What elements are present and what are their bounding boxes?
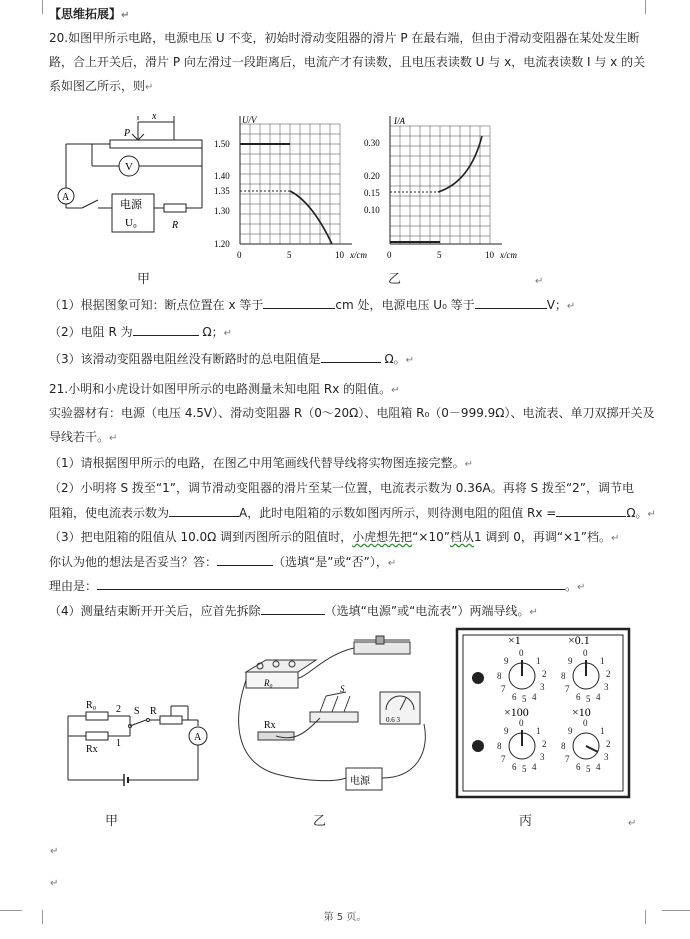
corner-mark (645, 0, 660, 14)
q21-part-3-line-2: 你认为他的想法是否妥当？答： （选填“是”或“否”），↵ (49, 555, 397, 569)
svg-text:1: 1 (536, 656, 541, 666)
physical-r0-label: R₀ (264, 678, 273, 688)
q20-part-3: （3）该滑动变阻器电阻丝没有断路时的总电阻值是 Ω。↵ (49, 352, 415, 366)
i-tick: 0.15 (364, 188, 380, 198)
q21-part-3-line-1: （3）把电阻箱的阻值从 10.0Ω 调到丙图所示的阻值时，小虎想先把“×10”档从1 调到 0，再调“×1”档。↵ (49, 530, 620, 544)
answer-blank-break-position[interactable] (263, 296, 335, 309)
u-tick: 1.30 (214, 206, 230, 216)
q20-stem-line-3: 系如图乙所示，则↵ (49, 79, 154, 93)
i-tick: 0.20 (364, 171, 380, 181)
q20-circuit-diagram (52, 108, 212, 238)
power-source-label: 电源 (350, 776, 370, 787)
return-mark: ↵ (50, 846, 59, 857)
r0-label: R₀ (86, 700, 97, 711)
q20-stem-line-1: 20.如图甲所示电路，电源电压 U 不变，初始时滑动变阻器的滑片 P 在最右端，但由于滑动变阻器在某处发生断 (49, 31, 640, 45)
svg-text:1: 1 (536, 726, 541, 736)
svg-text:5: 5 (586, 764, 591, 774)
ammeter-icon: A (194, 732, 202, 743)
svg-text:9: 9 (568, 726, 573, 736)
q21-part-2-line-1: （2）小明将 S 拨至“1”，调节滑动变阻器的滑片至某一位置，电流表示数为 0.36A。再将 S 拨至“2”，调节电 (49, 481, 635, 495)
x-tick: 5 (437, 250, 442, 260)
terminal-1: 1 (116, 738, 121, 749)
svg-text:0: 0 (583, 718, 588, 728)
q21-materials-1: 实验器材有：电源（电压 4.5V）、滑动变阻器 R（0～20Ω）、电阻箱 R₀（0－999.9Ω）、电流表、单刀双掷开关及 (49, 406, 655, 420)
svg-text:4: 4 (532, 692, 537, 702)
svg-text:3: 3 (540, 682, 545, 692)
dial-x100-label: ×100 (504, 705, 529, 719)
q20-stem-line-2: 路，合上开关后，滑片 P 向左滑过一段距离后，电流产才有读数，且电压表读数 U 与 x，电流表读数 I 与 x 的关 (49, 55, 646, 69)
x-tick: 0 (387, 250, 392, 260)
i-tick: 0.10 (364, 205, 380, 215)
q21-physical-apparatus (236, 632, 436, 792)
answer-blank-source-voltage[interactable] (475, 296, 547, 309)
q21-part-3-line-3: 理由是： 。↵ (49, 579, 586, 593)
svg-text:2: 2 (542, 739, 547, 749)
svg-text:5: 5 (586, 694, 591, 704)
rheostat-label: R (150, 706, 157, 717)
svg-text:4: 4 (596, 762, 601, 772)
answer-blank-current[interactable] (169, 504, 239, 517)
x-tick: 10 (335, 250, 344, 260)
answer-blank-resistance-r[interactable] (133, 323, 199, 336)
svg-text:9: 9 (504, 726, 509, 736)
u-tick: 1.20 (214, 239, 230, 249)
q20-part-2: （2）电阻 R 为 Ω；↵ (49, 325, 232, 339)
svg-text:6: 6 (576, 692, 581, 702)
q21-materials-2: 导线若干。↵ (49, 430, 118, 444)
ammeter-scale-label: 0.6 3 (386, 716, 400, 724)
svg-text:7: 7 (565, 684, 570, 694)
svg-text:8: 8 (561, 671, 566, 681)
x-tick: 10 (485, 250, 494, 260)
physical-rx-label: Rx (264, 720, 276, 731)
svg-text:2: 2 (606, 669, 611, 679)
q21-circuit-diagram (58, 690, 218, 790)
svg-text:3: 3 (604, 682, 609, 692)
u-tick: 1.50 (214, 139, 230, 149)
answer-blank-reason[interactable] (97, 577, 565, 590)
x-tick: 5 (287, 250, 292, 260)
answer-blank-yes-no[interactable] (217, 553, 273, 566)
q21-resistance-box-dials (456, 628, 630, 798)
physical-switch-label: S (340, 684, 345, 694)
return-mark: ↵ (628, 818, 637, 829)
svg-text:0: 0 (519, 718, 524, 728)
svg-text:6: 6 (576, 762, 581, 772)
svg-text:1: 1 (600, 656, 605, 666)
slider-p-label: P (124, 128, 131, 139)
fig-caption-jia: 甲 (137, 272, 151, 287)
terminal-2: 2 (116, 704, 121, 715)
q21-part-1: （1）请根据图甲所示的电路，在图乙中用笔画线代替导线将实物图连接完整。↵ (49, 456, 474, 470)
q21-stem: 21.小明和小虎设计如图甲所示的电路测量未知电阻 Rx 的阻值。↵ (49, 382, 400, 396)
svg-text:2: 2 (542, 669, 547, 679)
svg-text:0: 0 (583, 648, 588, 658)
fig-caption-bing: 丙 (519, 814, 533, 829)
resistor-r-label: R (172, 220, 179, 231)
return-mark: ↵ (50, 878, 59, 889)
svg-text:8: 8 (497, 671, 502, 681)
corner-mark (28, 0, 43, 14)
svg-text:0: 0 (519, 648, 524, 658)
x-axis-label: x/cm (350, 250, 367, 260)
svg-text:2: 2 (606, 739, 611, 749)
q20-voltage-graph (212, 112, 367, 264)
switch-label: S (134, 706, 140, 717)
q21-part-2-line-2: 阻箱，使电流表示数为 A，此时电阻箱的示数如图丙所示，则待测电阻的阻值 Rx = Ω。↵ (49, 506, 656, 520)
answer-blank-remove-first[interactable] (261, 602, 325, 615)
q20-current-graph (360, 112, 520, 264)
svg-text:7: 7 (501, 684, 506, 694)
ammeter-icon: A (62, 192, 70, 203)
u-axis-label: U/V (242, 115, 257, 125)
svg-text:4: 4 (532, 762, 537, 772)
return-mark: ↵ (535, 276, 544, 287)
svg-text:3: 3 (540, 752, 545, 762)
dial-x1-label: ×1 (508, 633, 521, 647)
fig-caption-yi: 乙 (313, 814, 327, 829)
i-axis-label: I/A (394, 116, 405, 126)
svg-text:3: 3 (604, 752, 609, 762)
svg-text:8: 8 (561, 741, 566, 751)
u-tick: 1.35 (214, 186, 230, 196)
q21-part-4: （4）测量结束断开开关后，应首先拆除 （选填“电源”或“电流表”）两端导线。↵ (49, 604, 538, 618)
svg-text:4: 4 (596, 692, 601, 702)
svg-text:1: 1 (600, 726, 605, 736)
svg-text:6: 6 (512, 692, 517, 702)
voltmeter-icon: V (125, 161, 133, 173)
answer-blank-rx[interactable] (556, 504, 626, 517)
answer-blank-total-resistance[interactable] (321, 350, 381, 363)
svg-text:7: 7 (565, 754, 570, 764)
x-axis-label: x/cm (500, 250, 517, 260)
page-footer: 第 5 页。 (323, 912, 367, 923)
u-tick: 1.40 (214, 171, 230, 181)
svg-text:8: 8 (497, 741, 502, 751)
x-label: x (152, 111, 157, 122)
source-label: 电源 (120, 199, 142, 211)
svg-text:5: 5 (522, 694, 527, 704)
rx-label: Rx (86, 744, 98, 755)
svg-text:7: 7 (501, 754, 506, 764)
i-tick: 0.30 (364, 138, 380, 148)
fig-caption-yi: 乙 (388, 272, 402, 287)
dial-x0-1-label: ×0.1 (568, 633, 590, 647)
q20-part-1: （1）根据图象可知：断点位置在 x 等于 cm 处，电源电压 U₀ 等于 V；↵ (49, 298, 576, 312)
source-voltage-label: U₀ (125, 217, 137, 229)
dial-x10-label: ×10 (572, 705, 591, 719)
svg-text:9: 9 (504, 656, 509, 666)
section-header: 【思维拓展】↵ (49, 7, 130, 21)
svg-text:6: 6 (512, 762, 517, 772)
svg-text:9: 9 (568, 656, 573, 666)
svg-text:5: 5 (522, 764, 527, 774)
x-tick: 0 (237, 250, 242, 260)
fig-caption-jia: 甲 (105, 814, 119, 829)
